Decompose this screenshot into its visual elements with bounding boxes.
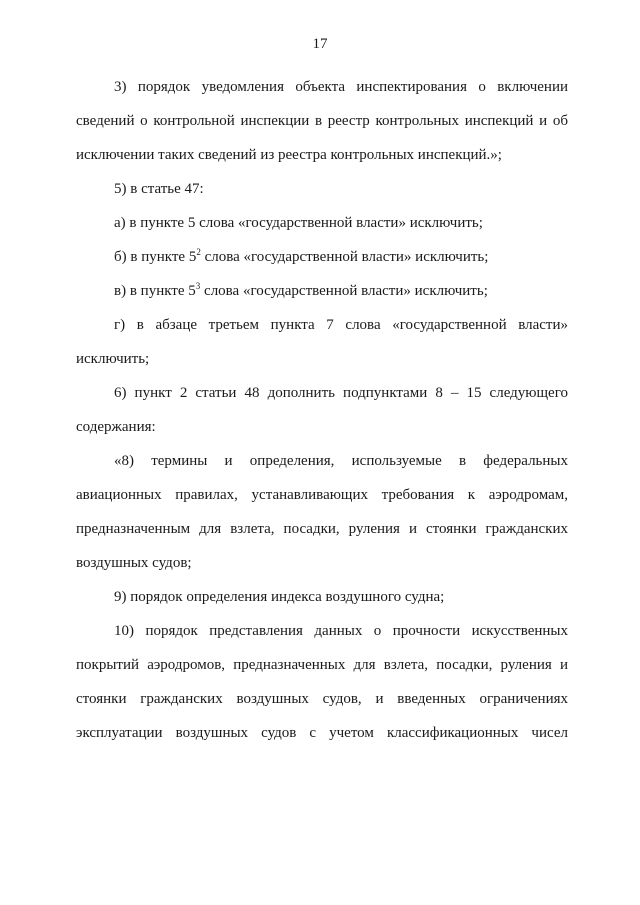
text-fragment: слова «государственной власти» исключить; (200, 283, 488, 299)
text-line: авиационных правилах, устанавливающих требования к аэродромам, (76, 487, 568, 503)
text-line: «8) термины и определения, используемые в федеральных (114, 453, 568, 469)
text-line: 10) порядок представления данных о прочности искусственных (114, 623, 568, 639)
text-line: исключении таких сведений из реестра контрольных инспекций.»; (76, 147, 502, 163)
text-line: сведений о контрольной инспекции в реестр контрольных инспекций и об (76, 113, 568, 129)
text-line-with-superscript (76, 240, 568, 274)
superscript: 2 (196, 247, 201, 257)
text-line: содержания: (76, 419, 156, 435)
text-line: стоянки гражданских воздушных судов, и введенных ограничениях (76, 691, 568, 707)
text-line: а) в пункте 5 слова «государственной власти» исключить; (114, 215, 483, 231)
text-line: 9) порядок определения индекса воздушного судна; (114, 589, 445, 605)
text-line: 3) порядок уведомления объекта инспектирования о включении (114, 79, 568, 95)
text-fragment: в) в пункте 5 (114, 283, 196, 299)
text-line: покрытий аэродромов, предназначенных для взлета, посадки, руления и (76, 657, 568, 673)
superscript: 3 (195, 281, 201, 291)
document-body (76, 70, 568, 750)
text-fragment: б) в пункте 5 (114, 249, 197, 265)
text-line-with-superscript (76, 274, 568, 308)
text-line: эксплуатации воздушных судов с учетом классификационных чисел (76, 725, 568, 741)
text-line: воздушных судов; (76, 555, 192, 571)
page-number: 17 (312, 36, 328, 52)
text-line: г) в абзаце третьем пункта 7 слова «государственной власти» (114, 317, 568, 333)
text-line: предназначенным для взлета, посадки, руления и стоянки гражданских (76, 521, 568, 537)
text-line: исключить; (76, 351, 150, 367)
text-line: 5) в статье 47: (114, 181, 204, 197)
text-fragment: слова «государственной власти» исключить; (200, 249, 489, 265)
text-line: 6) пункт 2 статьи 48 дополнить подпунктами 8 – 15 следующего (114, 385, 568, 401)
